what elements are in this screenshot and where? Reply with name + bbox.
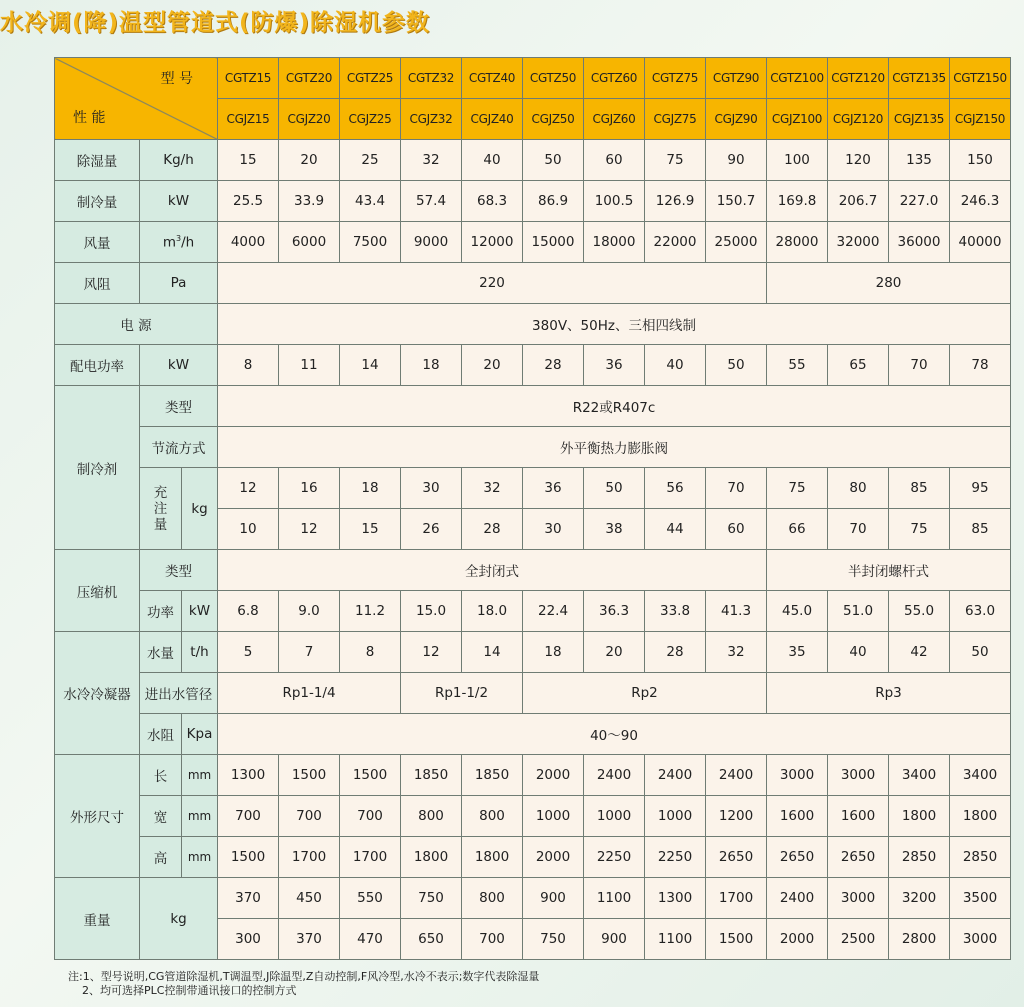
row-air-resistance	[55, 263, 1011, 304]
value-cell: 1600	[828, 796, 889, 837]
value-cell: 2000	[523, 837, 584, 878]
model-cell: CGTZ75	[645, 58, 706, 99]
value-cell: 60	[584, 140, 645, 181]
sub-label: 类型	[140, 550, 218, 591]
value-cell: 1500	[218, 837, 279, 878]
value-cell: 1800	[401, 837, 462, 878]
value-cell: 2650	[706, 837, 767, 878]
value-cell: 4000	[218, 222, 279, 263]
value-cell: 半封闭螺杆式	[767, 550, 1011, 591]
value-cell: 2850	[889, 837, 950, 878]
model-label: 型 号	[160, 71, 194, 87]
row-throttle-mode	[55, 427, 1011, 468]
value-cell: 35	[767, 632, 828, 673]
value-cell: 12	[401, 632, 462, 673]
value-cell: 470	[340, 919, 401, 960]
model-cell: CGTZ120	[828, 58, 889, 99]
value-cell: Rp1-1/2	[401, 673, 523, 714]
value-cell: 43.4	[340, 181, 401, 222]
value-cell: 2400	[645, 755, 706, 796]
value-cell: 32	[462, 468, 523, 509]
value-cell: 650	[401, 919, 462, 960]
value-cell: 41.3	[706, 591, 767, 632]
sub-label: 类型	[140, 386, 218, 427]
value-cell: 70	[889, 345, 950, 386]
value-cell: 44	[645, 509, 706, 550]
value-cell: 7500	[340, 222, 401, 263]
row-label: 风阻	[55, 263, 140, 304]
value-cell: 78	[950, 345, 1011, 386]
value-cell: 20	[279, 140, 340, 181]
value-cell: 750	[523, 919, 584, 960]
model-cell: CGTZ32	[401, 58, 462, 99]
value-cell: 1000	[645, 796, 706, 837]
spec-table	[54, 57, 1011, 960]
value-cell: 6.8	[218, 591, 279, 632]
value-cell: 2850	[950, 837, 1011, 878]
model-cell: CGJZ120	[828, 99, 889, 140]
row-label: 制冷量	[55, 181, 140, 222]
value-cell: 8	[218, 345, 279, 386]
model-cell: CGTZ40	[462, 58, 523, 99]
value-cell: 2000	[523, 755, 584, 796]
model-cell: CGTZ60	[584, 58, 645, 99]
value-cell: 120	[828, 140, 889, 181]
value-cell: 26	[401, 509, 462, 550]
value-cell: 1000	[523, 796, 584, 837]
value-cell: 700	[462, 919, 523, 960]
model-cell: CGJZ15	[218, 99, 279, 140]
value-cell: 25.5	[218, 181, 279, 222]
value-cell: 1600	[767, 796, 828, 837]
value-cell: 20	[462, 345, 523, 386]
value-cell: 3000	[828, 755, 889, 796]
row-label: 配电功率	[55, 345, 140, 386]
row-weight-a	[55, 878, 1011, 919]
value-cell: 370	[218, 878, 279, 919]
value-cell: 150.7	[706, 181, 767, 222]
group-label: 重量	[55, 878, 140, 960]
value-cell: 10	[218, 509, 279, 550]
value-cell: 750	[401, 878, 462, 919]
value-cell: 28000	[767, 222, 828, 263]
footnote-2: 2、均可选择PLC控制带通讯接口的控制方式	[82, 984, 297, 997]
model-cell: CGJZ135	[889, 99, 950, 140]
value-cell: 2400	[706, 755, 767, 796]
value-cell: 25	[340, 140, 401, 181]
value-cell: 15	[340, 509, 401, 550]
model-cell: CGJZ75	[645, 99, 706, 140]
row-water-resistance	[55, 714, 1011, 755]
value-cell: 40	[462, 140, 523, 181]
value-cell: 18000	[584, 222, 645, 263]
value-cell: 16	[279, 468, 340, 509]
row-unit: mm	[182, 837, 218, 878]
value-cell: 11	[279, 345, 340, 386]
value-cell: 56	[645, 468, 706, 509]
value-cell: 900	[523, 878, 584, 919]
value-cell: 12000	[462, 222, 523, 263]
value-cell: 50	[523, 140, 584, 181]
value-cell: 300	[218, 919, 279, 960]
value-cell: 40	[828, 632, 889, 673]
unit-main: m	[162, 234, 176, 251]
page-title: 水冷调(降)温型管道式(防爆)除湿机参数	[0, 10, 431, 36]
row-compressor-power	[55, 591, 1011, 632]
value-cell: 2250	[584, 837, 645, 878]
value-cell: 36	[584, 345, 645, 386]
value-cell: 45.0	[767, 591, 828, 632]
value-cell: 40～90	[218, 714, 1011, 755]
value-cell: 50	[950, 632, 1011, 673]
value-cell: 36.3	[584, 591, 645, 632]
value-cell: 33.8	[645, 591, 706, 632]
value-cell: 18	[340, 468, 401, 509]
value-cell: 3400	[950, 755, 1011, 796]
value-cell: 1500	[340, 755, 401, 796]
value-cell: 220	[218, 263, 767, 304]
value-cell: 15	[218, 140, 279, 181]
value-cell: 14	[462, 632, 523, 673]
value-cell: 1500	[279, 755, 340, 796]
value-cell: 1700	[340, 837, 401, 878]
group-label: 制冷剂	[55, 386, 140, 550]
value-cell: 50	[706, 345, 767, 386]
value-cell: 2250	[645, 837, 706, 878]
sub-label: 宽	[140, 796, 182, 837]
value-cell: 全封闭式	[218, 550, 767, 591]
model-cell: CGTZ15	[218, 58, 279, 99]
value-cell: 42	[889, 632, 950, 673]
row-length	[55, 755, 1011, 796]
value-cell: 2800	[889, 919, 950, 960]
value-cell: 9.0	[279, 591, 340, 632]
value-cell: 1700	[279, 837, 340, 878]
group-label: 压缩机	[55, 550, 140, 632]
value-cell: 1100	[584, 878, 645, 919]
value-cell: 90	[706, 140, 767, 181]
row-width	[55, 796, 1011, 837]
row-unit: Kpa	[182, 714, 218, 755]
value-cell: 65	[828, 345, 889, 386]
row-distribution-power	[55, 345, 1011, 386]
row-unit: kg	[140, 878, 218, 960]
value-cell: 3400	[889, 755, 950, 796]
value-cell: 800	[401, 796, 462, 837]
value-cell: 20	[584, 632, 645, 673]
value-cell: 12	[218, 468, 279, 509]
value-cell: 2000	[767, 919, 828, 960]
row-pipe-diameter	[55, 673, 1011, 714]
perf-label: 性 能	[73, 110, 106, 126]
model-cell: CGJZ50	[523, 99, 584, 140]
value-cell: Rp1-1/4	[218, 673, 401, 714]
sub-label: 进出水管径	[140, 673, 218, 714]
model-cell: CGTZ90	[706, 58, 767, 99]
value-cell: 68.3	[462, 181, 523, 222]
footnote-1: 注:1、型号说明,CG管道除湿机,T调温型,J除温型,Z自动控制,F风冷型,水冷不表示;数字代表除湿量	[68, 970, 540, 983]
value-cell: 86.9	[523, 181, 584, 222]
model-cell: CGJZ60	[584, 99, 645, 140]
value-cell: 15000	[523, 222, 584, 263]
value-cell: 1700	[706, 878, 767, 919]
value-cell: 900	[584, 919, 645, 960]
row-dehumidification	[55, 140, 1011, 181]
row-unit: mm	[182, 796, 218, 837]
charge-label: 充注量	[153, 484, 168, 533]
value-cell: 206.7	[828, 181, 889, 222]
group-label: 水冷冷凝器	[55, 632, 140, 755]
model-cell: CGJZ40	[462, 99, 523, 140]
row-airflow	[55, 222, 1011, 263]
value-cell: 3000	[828, 878, 889, 919]
value-cell: 32	[401, 140, 462, 181]
value-cell: 2400	[584, 755, 645, 796]
row-unit: kW	[140, 181, 218, 222]
value-cell: 2400	[767, 878, 828, 919]
value-cell: 100	[767, 140, 828, 181]
group-label: 外形尺寸	[55, 755, 140, 878]
value-cell: 18	[523, 632, 584, 673]
value-cell: 800	[462, 878, 523, 919]
value-cell: 15.0	[401, 591, 462, 632]
value-cell: 1800	[950, 796, 1011, 837]
unit-tail: /h	[181, 234, 195, 251]
value-cell: 1100	[645, 919, 706, 960]
value-cell: 22.4	[523, 591, 584, 632]
sub-label	[140, 468, 182, 550]
value-cell: 3000	[950, 919, 1011, 960]
model-cell: CGTZ135	[889, 58, 950, 99]
value-cell: 9000	[401, 222, 462, 263]
value-cell: 85	[950, 509, 1011, 550]
value-cell: 1300	[218, 755, 279, 796]
value-cell: 100.5	[584, 181, 645, 222]
row-unit: Pa	[140, 263, 218, 304]
row-refrigerant-type	[55, 386, 1011, 427]
model-cell: CGTZ25	[340, 58, 401, 99]
value-cell: 700	[218, 796, 279, 837]
value-cell: 50	[584, 468, 645, 509]
model-cell: CGJZ150	[950, 99, 1011, 140]
model-cell: CGJZ20	[279, 99, 340, 140]
value-cell: 150	[950, 140, 1011, 181]
value-cell: 1850	[462, 755, 523, 796]
value-cell: 246.3	[950, 181, 1011, 222]
value-cell: 60	[706, 509, 767, 550]
value-cell: 外平衡热力膨胀阀	[218, 427, 1011, 468]
model-cell: CGJZ100	[767, 99, 828, 140]
value-cell: 1500	[706, 919, 767, 960]
value-cell: 51.0	[828, 591, 889, 632]
value-cell: 3500	[950, 878, 1011, 919]
value-cell: 1000	[584, 796, 645, 837]
unit-superscript: 3	[175, 233, 182, 243]
value-cell: 28	[645, 632, 706, 673]
value-cell: 18	[401, 345, 462, 386]
model-cell: CGJZ32	[401, 99, 462, 140]
value-cell: 25000	[706, 222, 767, 263]
row-unit: mm	[182, 755, 218, 796]
value-cell: 57.4	[401, 181, 462, 222]
value-cell: 169.8	[767, 181, 828, 222]
model-cell: CGTZ100	[767, 58, 828, 99]
value-cell: 36	[523, 468, 584, 509]
value-cell: 370	[279, 919, 340, 960]
row-unit: t/h	[182, 632, 218, 673]
value-cell: 700	[340, 796, 401, 837]
value-cell: 63.0	[950, 591, 1011, 632]
value-cell: R22或R407c	[218, 386, 1011, 427]
value-cell: 55.0	[889, 591, 950, 632]
header-row-cgtz	[55, 58, 1011, 99]
value-cell: 28	[523, 345, 584, 386]
value-cell: 33.9	[279, 181, 340, 222]
value-cell: 1300	[645, 878, 706, 919]
value-cell: 6000	[279, 222, 340, 263]
value-cell: 22000	[645, 222, 706, 263]
value-cell: 280	[767, 263, 1011, 304]
sub-label: 高	[140, 837, 182, 878]
value-cell: 8	[340, 632, 401, 673]
value-cell: 66	[767, 509, 828, 550]
row-unit: kW	[182, 591, 218, 632]
value-cell: Rp2	[523, 673, 767, 714]
sub-label: 功率	[140, 591, 182, 632]
value-cell: 3200	[889, 878, 950, 919]
row-label: 风量	[55, 222, 140, 263]
value-cell: 1800	[462, 837, 523, 878]
row-label: 电 源	[55, 304, 218, 345]
value-cell: 2500	[828, 919, 889, 960]
value-cell: 12	[279, 509, 340, 550]
value-cell: Rp3	[767, 673, 1011, 714]
value-cell: 550	[340, 878, 401, 919]
value-cell: 380V、50Hz、三相四线制	[218, 304, 1011, 345]
row-charge-a	[55, 468, 1011, 509]
value-cell: 28	[462, 509, 523, 550]
value-cell: 227.0	[889, 181, 950, 222]
model-cell: CGJZ90	[706, 99, 767, 140]
value-cell: 14	[340, 345, 401, 386]
sub-label: 节流方式	[140, 427, 218, 468]
value-cell: 30	[523, 509, 584, 550]
row-unit	[140, 222, 218, 263]
row-cooling-capacity	[55, 181, 1011, 222]
value-cell: 32000	[828, 222, 889, 263]
value-cell: 1800	[889, 796, 950, 837]
value-cell: 80	[828, 468, 889, 509]
model-cell: CGJZ25	[340, 99, 401, 140]
sub-label: 水阻	[140, 714, 182, 755]
value-cell: 32	[706, 632, 767, 673]
value-cell: 700	[279, 796, 340, 837]
row-unit: Kg/h	[140, 140, 218, 181]
value-cell: 800	[462, 796, 523, 837]
value-cell: 18.0	[462, 591, 523, 632]
row-power-supply	[55, 304, 1011, 345]
value-cell: 30	[401, 468, 462, 509]
value-cell: 135	[889, 140, 950, 181]
value-cell: 70	[706, 468, 767, 509]
value-cell: 11.2	[340, 591, 401, 632]
value-cell: 75	[767, 468, 828, 509]
sub-label: 水量	[140, 632, 182, 673]
value-cell: 40	[645, 345, 706, 386]
value-cell: 3000	[767, 755, 828, 796]
value-cell: 40000	[950, 222, 1011, 263]
value-cell: 126.9	[645, 181, 706, 222]
value-cell: 85	[889, 468, 950, 509]
value-cell: 95	[950, 468, 1011, 509]
row-water-flow	[55, 632, 1011, 673]
value-cell: 450	[279, 878, 340, 919]
value-cell: 55	[767, 345, 828, 386]
value-cell: 2650	[767, 837, 828, 878]
value-cell: 7	[279, 632, 340, 673]
row-unit: kW	[140, 345, 218, 386]
row-height	[55, 837, 1011, 878]
sub-label: 长	[140, 755, 182, 796]
value-cell: 5	[218, 632, 279, 673]
value-cell: 1200	[706, 796, 767, 837]
value-cell: 75	[889, 509, 950, 550]
value-cell: 36000	[889, 222, 950, 263]
model-cell: CGTZ20	[279, 58, 340, 99]
row-label: 除湿量	[55, 140, 140, 181]
value-cell: 70	[828, 509, 889, 550]
row-compressor-type	[55, 550, 1011, 591]
value-cell: 2650	[828, 837, 889, 878]
footnotes	[68, 970, 539, 998]
row-unit: kg	[182, 468, 218, 550]
header-corner	[55, 58, 218, 140]
model-cell: CGTZ150	[950, 58, 1011, 99]
value-cell: 1850	[401, 755, 462, 796]
model-cell: CGTZ50	[523, 58, 584, 99]
value-cell: 38	[584, 509, 645, 550]
value-cell: 75	[645, 140, 706, 181]
